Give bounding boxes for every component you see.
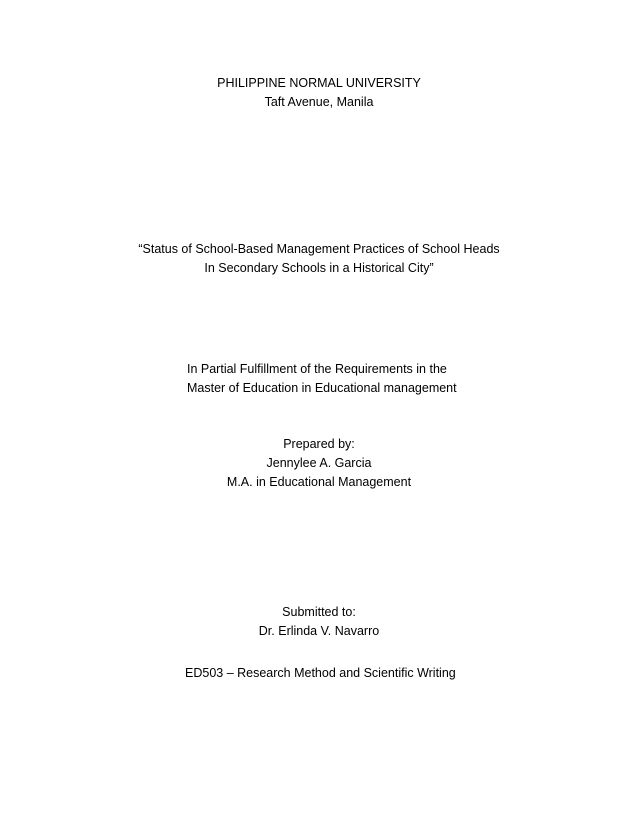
study-title	[0, 240, 638, 278]
course-text: ED503 – Research Method and Scientific Writing	[185, 666, 456, 680]
fulfillment-line-2: Master of Education in Educational management	[187, 381, 457, 395]
author-name: Jennylee A. Garcia	[266, 456, 372, 470]
fulfillment-statement	[187, 360, 457, 398]
course-line	[185, 664, 456, 683]
prepared-by-section	[0, 435, 638, 492]
fulfillment-line-1: In Partial Fulfillment of the Requirements in the	[187, 362, 447, 376]
university-name: PHILIPPINE NORMAL UNIVERSITY	[217, 76, 421, 90]
study-title-line-2: In Secondary Schools in a Historical City”	[204, 261, 434, 275]
university-address: Taft Avenue, Manila	[264, 95, 374, 109]
study-title-line-1: “Status of School-Based Management Practices of School Heads	[138, 242, 500, 256]
professor-name: Dr. Erlinda V. Navarro	[258, 624, 380, 638]
submitted-to-label: Submitted to:	[282, 605, 356, 619]
prepared-by-label: Prepared by:	[283, 437, 355, 451]
submitted-to-section	[0, 603, 638, 641]
author-degree: M.A. in Educational Management	[226, 475, 412, 489]
university-header	[0, 74, 638, 112]
